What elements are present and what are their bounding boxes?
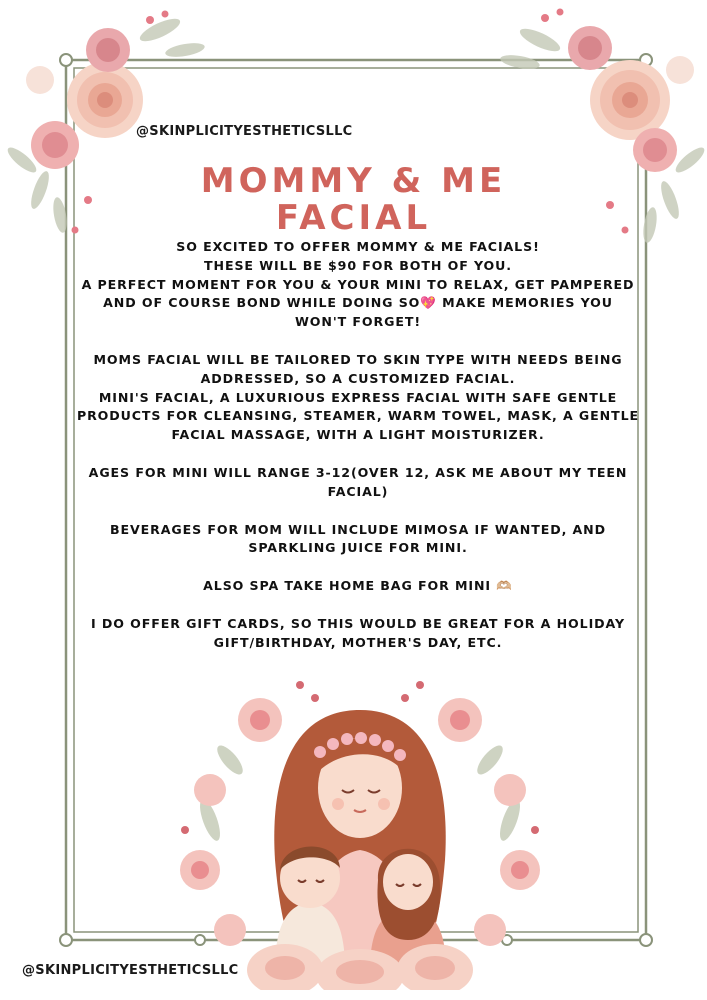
ages-text: AGES FOR MINI WILL RANGE 3-12(OVER 12, ASK ME ABOUT MY TEEN FACIAL) — [88, 464, 628, 499]
gift-cards-text: I DO OFFER GIFT CARDS, SO THIS WOULD BE GREAT FOR A HOLIDAY GIFT/BIRTHDAY, MOTHER'S DAY, ETC. — [91, 615, 625, 650]
minis-facial-text: MINI'S FACIAL, A LUXURIOUS EXPRESS FACIAL WITH SAFE GENTLE PRODUCTS FOR CLEANSING, STEAMER, WARM TOWEL, MASK, A GENTLE FACIAL MASSAGE, WITH A LIGHT MOISTURIZER. — [76, 389, 640, 443]
title-line-1: MOMMY & ME — [200, 161, 507, 201]
spa-bag-text: ALSO SPA TAKE HOME BAG FOR MINI 🫶🏼 — [203, 578, 513, 594]
intro-line-3: A PERFECT MOMENT FOR YOU & YOUR MINI TO RELAX, GET PAMPERED AND OF COURSE BOND WHILE DOING SO💖 MAKE MEMORIES YOU WON'T FORGET! — [81, 276, 635, 330]
beverages-text: BEVERAGES FOR MOM WILL INCLUDE MIMOSA IF WANTED, AND SPARKLING JUICE FOR MINI. — [110, 521, 606, 556]
footer-handle: @SKINPLICITYESTHETICSLLC — [22, 963, 239, 978]
mother-children-illustration — [170, 670, 550, 990]
description-body — [75, 238, 641, 653]
intro-line-2: THESE WILL BE $90 FOR BOTH OF YOU. — [204, 257, 512, 273]
intro-line-1: SO EXCITED TO OFFER MOMMY & ME FACIALS! — [176, 239, 540, 254]
header-handle: @SKINPLICITYESTHETICSLLC — [136, 124, 353, 139]
title-line-2: FACIAL — [275, 198, 432, 238]
moms-facial-text: MOMS FACIAL WILL BE TAILORED TO SKIN TYPE WITH NEEDS BEING ADDRESSED, SO A CUSTOMIZED FACIAL. — [93, 351, 623, 386]
